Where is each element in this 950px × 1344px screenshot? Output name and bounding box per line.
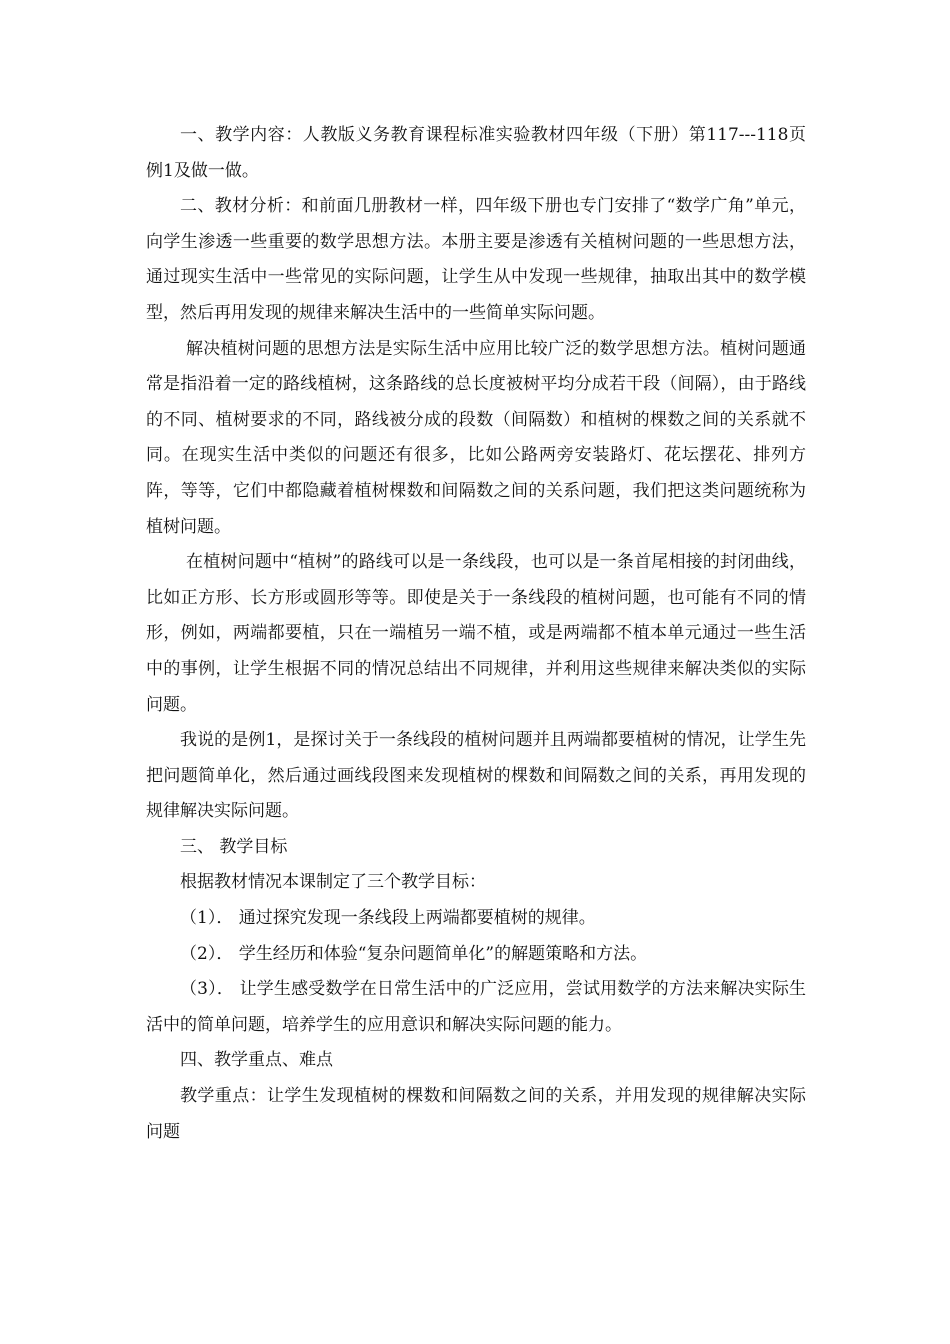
paragraph-route: 在植树问题中“植树”的路线可以是一条线段，也可以是一条首尾相接的封闭曲线，比如正方形、长方形或圆形等等。即使是关于一条线段的植树问题，也可能有不同的情形，例如，两端都要植，只在一端植另一端不植，或是两端都不植本单元通过一些生活中的事例，让学生根据不同的情况总结出不同规律，并利用这些规律来解决类似的实际问题。 [146, 552, 806, 715]
paragraph-example: 我说的是例1，是探讨关于一条线段的植树问题并且两端都要植树的情况，让学生先把问题简单化，然后通过画线段图来发现植树的棵数和间隔数之间的关系，再用发现的规律解决实际问题。 [146, 730, 806, 822]
heading-key-points: 四、教学重点、难点 [180, 1050, 333, 1071]
goal-item-3: （3）． 让学生感受数学在日常生活中的广泛应用，尝试用数学的方法来解决实际生活中的简单问题，培养学生的应用意识和解决实际问题的能力。 [146, 979, 806, 1035]
heading-goals: 三、 教学目标 [180, 836, 288, 857]
paragraph-key-point: 教学重点：让学生发现植树的棵数和间隔数之间的关系，并用发现的规律解决实际问题 [146, 1086, 806, 1142]
paragraph-method: 解决植树问题的思想方法是实际生活中应用比较广泛的数学思想方法。植树问题通常是指沿着一定的路线植树，这条路线的总长度被树平均分成若干段（间隔），由于路线的不同、植树要求的不同，路线被分成的段数（间隔数）和植树的棵数之间的关系就不同。在现实生活中类似的问题还有很多，比如公路两旁安装路灯、花坛摆花、排列方阵，等等，它们中都隐藏着植树棵数和间隔数之间的关系问题，我们把这类问题统称为植树问题。 [146, 338, 806, 537]
paragraph-material-analysis: 二、教材分析：和前面几册教材一样，四年级下册也专门安排了“数学广角”单元，向学生渗透一些重要的数学思想方法。本册主要是渗透有关植树问题的一些思想方法，通过现实生活中一些常见的实际问题，让学生从中发现一些规律，抽取出其中的数学模型，然后再用发现的规律来解决生活中的一些简单实际问题。 [146, 196, 806, 323]
goal-item-1: （1）． 通过探究发现一条线段上两端都要植树的规律。 [180, 908, 596, 929]
paragraph-goals-intro: 根据教材情况本课制定了三个教学目标： [180, 872, 486, 893]
document-page [146, 118, 806, 1150]
goal-item-2: （2）． 学生经历和体验“复杂问题简单化”的解题策略和方法。 [180, 943, 648, 964]
paragraph-teaching-content: 一、教学内容：人教版义务教育课程标准实验教材四年级（下册）第117---118页例1及做一做。 [146, 125, 806, 181]
